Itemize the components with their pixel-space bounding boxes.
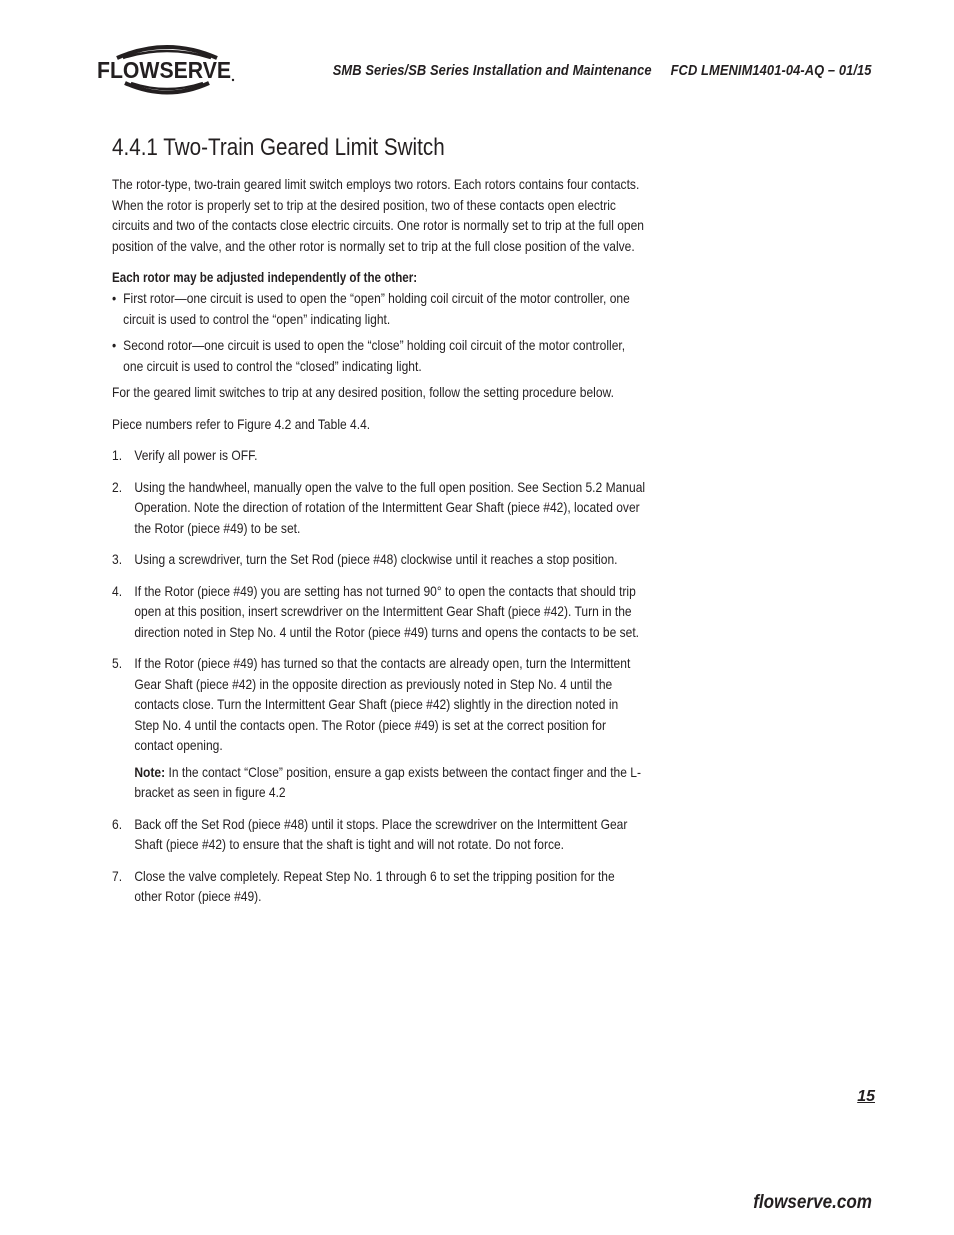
setting-paragraph: For the geared limit switches to trip at any desired position, follow the setting procedure below. — [112, 384, 614, 400]
list-item: • First rotor—one circuit is used to open the “open” holding coil circuit of the motor controller, one circuit is used to control the “open” indicating light. — [112, 290, 630, 327]
bullet-icon: • — [112, 337, 117, 353]
procedure-steps — [112, 445, 645, 907]
doc-code: FCD LMENIM1401-04-AQ – 01/15 — [671, 62, 872, 79]
step-item: 1. Verify all power is OFF. — [112, 447, 258, 463]
step-item: 4. If the Rotor (piece #49) you are setting has not turned 90° to open the contacts that should trip open at this position, insert screwdriver on the Intermittent Gear Shaft (piece #42). Turn in the direction noted in Step No. 4 until the Rotor (piece #49) turns and opens the contacts to be set. — [112, 582, 640, 640]
footer-url: flowserve.com — [753, 1192, 872, 1213]
flowserve-logo — [97, 42, 237, 96]
main-content — [112, 134, 732, 918]
page-number: 15 — [857, 1088, 875, 1105]
rotor-bullet-list — [112, 288, 645, 376]
step-item: 2. Using the handwheel, manually open the valve to the full open position. See Section 5.2 Manual Operation. Note the direction of rotation of the Intermittent Gear Shaft (piece #42), located over the Rotor (piece #49) to be set. — [112, 478, 646, 536]
bullet-icon: • — [112, 290, 117, 306]
rotor-subheading: Each rotor may be adjusted independently of the other: — [112, 270, 418, 285]
step-item: 7. Close the valve completely. Repeat Step No. 1 through 6 to set the tripping position for the other Rotor (piece #49). — [112, 867, 615, 904]
step-note — [134, 762, 645, 803]
note-text: In the contact “Close” position, ensure a gap exists between the contact finger and the L-bracket as seen in figure 4.2 — [134, 763, 641, 800]
section-title: 4.4.1 Two-Train Geared Limit Switch — [112, 134, 445, 161]
intro-paragraph: The rotor-type, two-train geared limit switch employs two rotors. Each rotors contains four contacts. When the rotor is properly set to trip at the desired position, two of these contacts open electric circuits and two of the contacts close electric circuits. One rotor is normally set to trip at the full open position of the valve, and the other rotor is normally set to trip at the full close position of the valve. — [112, 176, 645, 254]
step-item: 5. If the Rotor (piece #49) has turned so that the contacts are already open, turn the Intermittent Gear Shaft (piece #42) in the opposite direction as previously noted in Step No. 4 until the contacts close. Turn the Intermittent Gear Shaft (piece #42) slightly in the direction noted in Step No. 4 until the contacts open. The Rotor (piece #49) is set at the correct position for contact opening. Note: In the contact “Close” position, ensure a gap exists between the contact finger and the L-bracket as seen in figure 4.2 — [112, 653, 645, 803]
flowserve-logo-mark — [97, 42, 237, 96]
references-paragraph: Piece numbers refer to Figure 4.2 and Table 4.4. — [112, 415, 371, 432]
note-label: Note: — [134, 763, 166, 780]
list-item: • Second rotor—one circuit is used to open the “close” holding coil circuit of the motor controller, one circuit is used to control the “closed” indicating light. — [112, 337, 626, 374]
step-item: 3. Using a screwdriver, turn the Set Rod (piece #48) clockwise until it reaches a stop position. — [112, 551, 618, 567]
step-item: 6. Back off the Set Rod (piece #48) until it stops. Place the screwdriver on the Intermittent Gear Shaft (piece #42) to ensure that the shaft is tight and will not rotate. Do not force. — [112, 815, 628, 852]
logo-wordmark: FLOWSERVE — [97, 57, 231, 83]
doc-title: SMB Series/SB Series Installation and Maintenance — [333, 62, 653, 79]
running-header — [333, 62, 872, 79]
